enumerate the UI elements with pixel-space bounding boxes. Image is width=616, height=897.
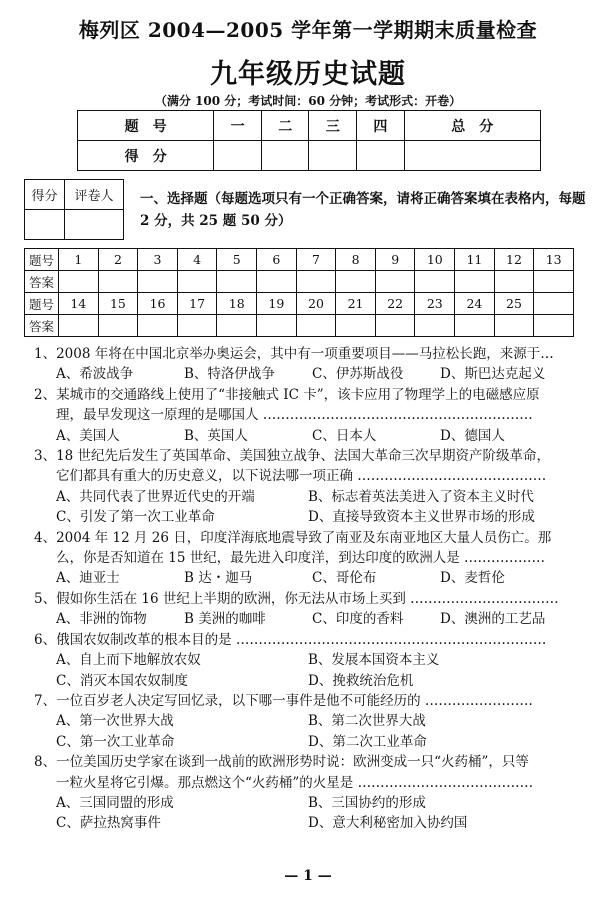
question-number-cell: 21	[336, 293, 376, 315]
answer-table-row	[25, 249, 574, 271]
question-number-cell: 17	[177, 293, 217, 315]
answer-option: D、斯巴达克起义	[440, 366, 546, 383]
answer-cell[interactable]	[138, 271, 178, 293]
score-header-cell: 一	[214, 111, 262, 141]
answer-option: A、美国人	[56, 427, 120, 444]
option-row	[56, 507, 603, 527]
answer-option: D、麦哲伦	[440, 570, 505, 587]
option-row	[56, 671, 603, 691]
answer-table-row	[25, 315, 574, 337]
question-number-cell	[534, 293, 574, 315]
answer-cell[interactable]	[534, 271, 574, 293]
answer-cell[interactable]	[98, 271, 138, 293]
answer-cell[interactable]	[415, 315, 455, 337]
question-stem: 么，你是否知道在 15 世纪，最先进入印度洋，到达印度的欧洲人是 ………………	[56, 550, 546, 567]
answer-option: C、第一次工业革命	[56, 733, 175, 750]
section-heading: 一、选择题（每题选项只有一个正确答案，请将正确答案填在表格内，每题 2 分，共 25 题 50 分）	[140, 191, 586, 229]
answer-cell[interactable]	[59, 271, 99, 293]
score-header-cell: 四	[357, 111, 405, 141]
question-item	[28, 528, 603, 589]
score-header-row	[78, 111, 541, 141]
score-cell[interactable]	[357, 141, 405, 171]
answer-option: B、发展本国资本主义	[308, 652, 440, 669]
question-number-cell: 2	[98, 249, 138, 271]
answer-cell[interactable]	[257, 271, 297, 293]
answer-row-label: 题号	[25, 293, 59, 315]
question-number-cell: 24	[455, 293, 495, 315]
answer-cell[interactable]	[59, 315, 99, 337]
question-item	[28, 446, 603, 528]
question-stem: 6、俄国农奴制改革的根本目的是 ……………………………………………………………	[34, 631, 547, 648]
answer-option: C、印度的香料	[312, 611, 404, 628]
answer-option: B、标志着英法美进入了资本主义时代	[308, 488, 534, 505]
score-header-cell: 总 分	[404, 111, 540, 141]
grader-score-label: 得分	[25, 180, 65, 210]
score-table	[77, 110, 541, 171]
answer-option: D、德国人	[440, 427, 505, 444]
answer-option: A、自上而下地解放农奴	[56, 652, 201, 669]
question-stem: 它们都具有重大的历史意义，以下说法哪一项正确 ……………………………………	[56, 468, 547, 485]
answer-cell[interactable]	[336, 271, 376, 293]
option-row	[56, 650, 603, 670]
option-row	[56, 487, 603, 507]
question-number-cell: 16	[138, 293, 178, 315]
option-row	[56, 732, 603, 752]
question-number-cell: 19	[257, 293, 297, 315]
answer-option: B、第二次世界大战	[308, 713, 426, 730]
option-row	[56, 568, 603, 588]
question-list	[28, 344, 603, 834]
question-number-cell: 8	[336, 249, 376, 271]
answer-option: C、引发了第一次工业革命	[56, 509, 215, 526]
answer-cell[interactable]	[336, 315, 376, 337]
answer-option: B、三国协约的形成	[308, 794, 426, 811]
question-number-cell: 6	[257, 249, 297, 271]
answer-option: C、伊苏斯战役	[312, 366, 404, 383]
answer-cell[interactable]	[455, 315, 495, 337]
answer-row-label: 答案	[25, 271, 59, 293]
answer-row-label: 题号	[25, 249, 59, 271]
question-stem: 7、一位百岁老人决定写回忆录，以下哪一事件是他不可能经历的 ……………………	[34, 692, 533, 709]
exam-info: （满分 100 分；考试时间：60 分钟；考试形式：开卷）	[154, 94, 462, 108]
answer-cell[interactable]	[455, 271, 495, 293]
question-number-cell: 14	[59, 293, 99, 315]
answer-option: B、英国人	[184, 427, 248, 444]
answer-option: A、希波战争	[56, 366, 134, 383]
question-item	[28, 630, 603, 691]
question-number-cell: 23	[415, 293, 455, 315]
answer-option: C、萨拉热窝事件	[56, 815, 161, 832]
answer-option: D、澳洲的工艺品	[440, 611, 546, 628]
option-row	[56, 813, 603, 833]
question-number-cell: 9	[375, 249, 415, 271]
answer-option: A、第一次世界大战	[56, 713, 174, 730]
question-number-cell: 18	[217, 293, 257, 315]
question-number-cell: 1	[59, 249, 99, 271]
answer-cell[interactable]	[217, 271, 257, 293]
question-number-cell: 11	[455, 249, 495, 271]
question-stem: 一粒火星将它引爆。那点燃这个“火药桶”的火星是 …………………………………	[56, 774, 534, 791]
grader-name-label: 评卷人	[64, 180, 123, 210]
answer-option: A、共同代表了世界近代史的开端	[56, 488, 255, 505]
grader-name-cell[interactable]	[64, 210, 123, 240]
exam-title: 梅列区 2004—2005 学年第一学期期末质量检查	[78, 18, 538, 42]
score-value-row	[78, 141, 541, 171]
question-item	[28, 385, 603, 446]
question-stem: 4、2004 年 12 月 26 日，印度洋海底地震导致了南亚及东南亚地区大量人员伤亡。那	[34, 529, 552, 546]
answer-cell[interactable]	[217, 315, 257, 337]
answer-cell[interactable]	[296, 271, 336, 293]
question-number-cell: 10	[415, 249, 455, 271]
answer-option: B、特洛伊战争	[184, 366, 275, 383]
answer-cell[interactable]	[138, 315, 178, 337]
question-stem: 2、某城市的交通路线上使用了“非接触式 IC 卡”，该卡应用了物理学上的电磁感应原	[34, 386, 540, 403]
answer-cell[interactable]	[257, 315, 297, 337]
answer-option: A、迪亚士	[56, 570, 120, 587]
answer-option: C、日本人	[312, 427, 377, 444]
grader-table	[24, 179, 124, 240]
score-cell[interactable]	[261, 141, 309, 171]
answer-table-row	[25, 293, 574, 315]
answer-cell[interactable]	[296, 315, 336, 337]
question-number-cell: 3	[138, 249, 178, 271]
option-row	[56, 426, 603, 446]
answer-option: D、第二次工业革命	[308, 733, 427, 750]
question-stem: 理，最早发现这一原理的是哪国人 ……………………………………………………	[56, 407, 533, 424]
question-number-cell: 13	[534, 249, 574, 271]
answer-option: C、消灭本国农奴制度	[56, 672, 188, 689]
answer-table-row	[25, 271, 574, 293]
question-item	[28, 752, 603, 834]
option-row	[56, 609, 603, 629]
question-number-cell: 12	[494, 249, 534, 271]
question-number-cell: 15	[98, 293, 138, 315]
option-row	[56, 364, 603, 384]
answer-cell[interactable]	[415, 271, 455, 293]
answer-option: B 美洲的咖啡	[184, 611, 266, 628]
question-number-cell: 25	[494, 293, 534, 315]
answer-option: D、直接导致资本主义世界市场的形成	[308, 509, 535, 526]
answer-cell[interactable]	[375, 271, 415, 293]
answer-option: A、三国同盟的形成	[56, 794, 174, 811]
exam-subtitle: 九年级历史试题	[210, 59, 406, 90]
answer-option: D、意大利秘密加入协约国	[308, 815, 468, 832]
score-cell[interactable]	[404, 141, 540, 171]
question-item	[28, 691, 603, 752]
question-stem: 8、一位美国历史学家在谈到一战前的欧洲形势时说：欧洲变成一只“火药桶”，只等	[34, 754, 529, 771]
option-row	[56, 793, 603, 813]
answer-option: D、挽救统治危机	[308, 672, 414, 689]
grader-score-cell[interactable]	[25, 210, 65, 240]
question-item	[28, 344, 603, 385]
answer-cell[interactable]	[494, 271, 534, 293]
answer-cell[interactable]	[375, 315, 415, 337]
question-number-cell: 5	[217, 249, 257, 271]
answer-table	[24, 248, 574, 337]
score-header-cell: 三	[309, 111, 357, 141]
score-cell[interactable]	[214, 141, 262, 171]
score-row-label: 得 分	[78, 141, 214, 171]
answer-cell[interactable]	[98, 315, 138, 337]
answer-option: C、哥伦布	[312, 570, 377, 587]
score-header-cell: 题 号	[78, 111, 214, 141]
answer-row-label: 答案	[25, 315, 59, 337]
answer-option: A、非洲的饰物	[56, 611, 147, 628]
question-number-cell: 20	[296, 293, 336, 315]
question-stem: 3、18 世纪先后发生了英国革命、美国独立战争、法国大革命三次早期资产阶级革命，	[34, 448, 551, 465]
score-header-cell: 二	[261, 111, 309, 141]
answer-cell[interactable]	[177, 271, 217, 293]
question-stem: 5、假如你生活在 16 世纪上半期的欧洲，你无法从市场上买到 ……………………………	[34, 590, 559, 607]
answer-cell[interactable]	[494, 315, 534, 337]
question-number-cell: 22	[375, 293, 415, 315]
answer-cell[interactable]	[177, 315, 217, 337]
page-number: — 1 —	[284, 868, 332, 884]
answer-cell[interactable]	[534, 315, 574, 337]
question-stem: 1、2008 年将在中国北京举办奥运会，其中有一项重要项目——马拉松长跑，来源于…	[34, 346, 554, 362]
score-cell[interactable]	[309, 141, 357, 171]
answer-option: B 达・迦马	[184, 570, 253, 587]
option-row	[56, 711, 603, 731]
question-number-cell: 4	[177, 249, 217, 271]
question-number-cell: 7	[296, 249, 336, 271]
question-item	[28, 589, 603, 630]
